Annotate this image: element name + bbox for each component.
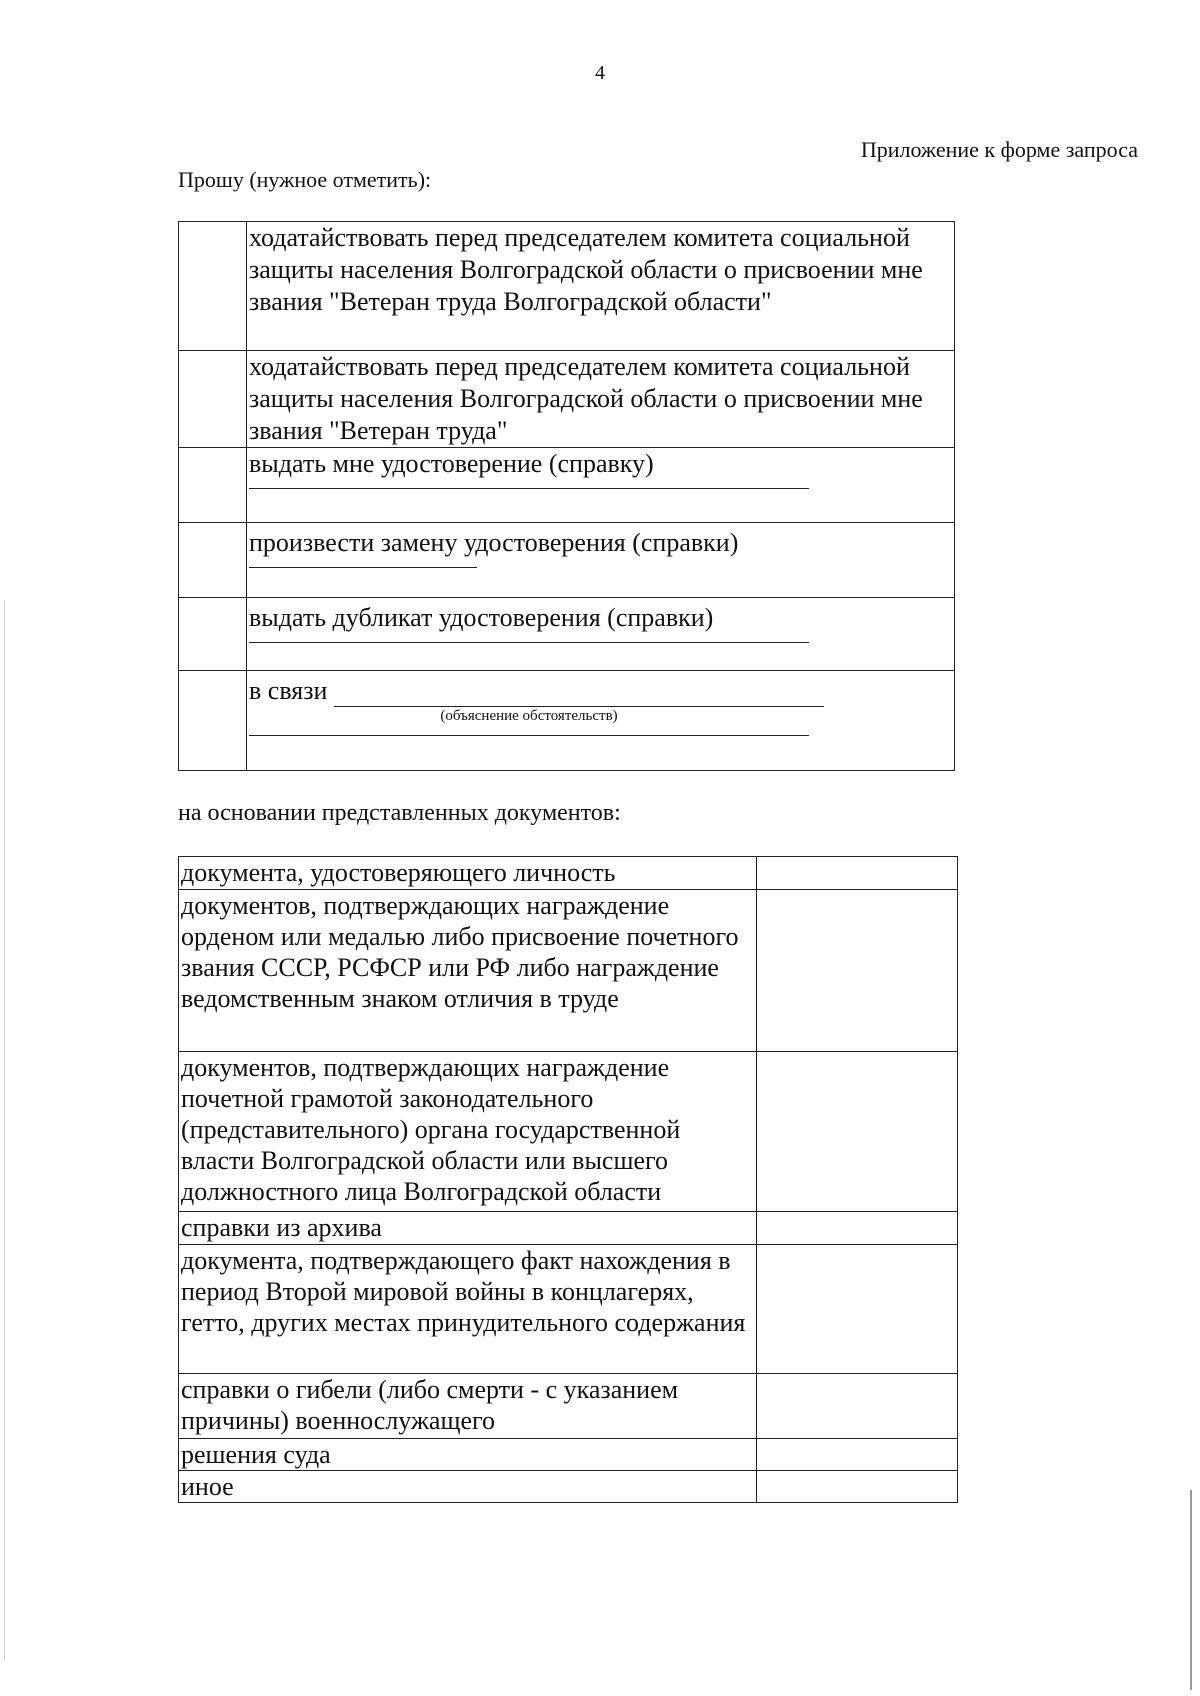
request-option-row — [179, 448, 955, 523]
document-label: документов, подтверждающих награждение почетной грамотой законодательного (представительного) органа государственной власти Волгоградской области или высшего должностного лица Волгоградской области — [179, 1052, 757, 1212]
document-label: справки о гибели (либо смерти - с указанием причины) военнослужащего — [179, 1374, 757, 1439]
document-mark-cell[interactable] — [756, 1439, 957, 1471]
document-row — [179, 1439, 958, 1471]
document-label: документа, удостоверяющего личность — [179, 857, 757, 890]
reason-input-line[interactable] — [334, 684, 824, 707]
document-row — [179, 890, 958, 1052]
document-label: иное — [179, 1471, 757, 1503]
document-mark-cell[interactable] — [756, 1212, 957, 1245]
fill-line[interactable] — [249, 727, 809, 736]
request-option-text: выдать дубликат удостоверения (справки) — [247, 598, 955, 671]
request-options-table — [178, 221, 955, 771]
document-label: решения суда — [179, 1439, 757, 1471]
request-option-checkbox[interactable] — [179, 222, 247, 351]
fill-line[interactable] — [249, 559, 477, 568]
request-option-text: произвести замену удостоверения (справки) — [247, 523, 955, 598]
document-label: справки из архива — [179, 1212, 757, 1245]
document-row — [179, 857, 958, 890]
document-row — [179, 1374, 958, 1439]
reason-note: (объяснение обстоятельств) — [440, 708, 618, 724]
document-mark-cell[interactable] — [756, 1052, 957, 1212]
basis-heading: на основании представленных документов: — [178, 800, 621, 826]
document-mark-cell[interactable] — [756, 857, 957, 890]
request-option-text: ходатайствовать перед председателем комитета социальной защиты населения Волгоградской области о присвоении мне звания "Ветеран труда Волгоградской области" — [247, 222, 955, 351]
request-option-checkbox[interactable] — [179, 351, 247, 448]
document-label: документов, подтверждающих награждение орденом или медалью либо присвоение почетного звания СССР, РСФСР или РФ либо награждение ведомственным знаком отличия в труде — [179, 890, 757, 1052]
request-option-row — [179, 671, 955, 771]
appendix-label: Приложение к форме запроса — [860, 137, 1138, 162]
page-number: 4 — [595, 62, 605, 84]
fill-line[interactable] — [249, 480, 809, 489]
request-option-checkbox[interactable] — [179, 448, 247, 523]
request-option-row — [179, 523, 955, 598]
request-option-text: в связи (объяснение обстоятельств) — [247, 671, 955, 771]
fill-line[interactable] — [249, 634, 809, 643]
request-option-row — [179, 222, 955, 351]
request-option-row — [179, 351, 955, 448]
document-mark-cell[interactable] — [756, 1471, 957, 1503]
document-mark-cell[interactable] — [756, 1245, 957, 1374]
request-option-checkbox[interactable] — [179, 523, 247, 598]
request-option-checkbox[interactable] — [179, 598, 247, 671]
document-label: документа, подтверждающего факт нахождения в период Второй мировой войны в концлагерях, гетто, других местах принудительного содержания — [179, 1245, 757, 1374]
documents-table — [178, 856, 958, 1503]
document-row — [179, 1052, 958, 1212]
request-option-text: ходатайствовать перед председателем комитета социальной защиты населения Волгоградской области о присвоении мне звания "Ветеран труда" — [247, 351, 955, 448]
document-row — [179, 1212, 958, 1245]
document-mark-cell[interactable] — [756, 890, 957, 1052]
document-row — [179, 1471, 958, 1503]
scan-edge-mark-right — [1190, 1490, 1192, 1690]
scan-edge-mark — [4, 600, 5, 1660]
request-heading: Прошу (нужное отметить): — [178, 167, 432, 192]
request-option-text: выдать мне удостоверение (справку) — [247, 448, 955, 523]
document-mark-cell[interactable] — [756, 1374, 957, 1439]
request-option-row — [179, 598, 955, 671]
document-row — [179, 1245, 958, 1374]
request-option-checkbox[interactable] — [179, 671, 247, 771]
